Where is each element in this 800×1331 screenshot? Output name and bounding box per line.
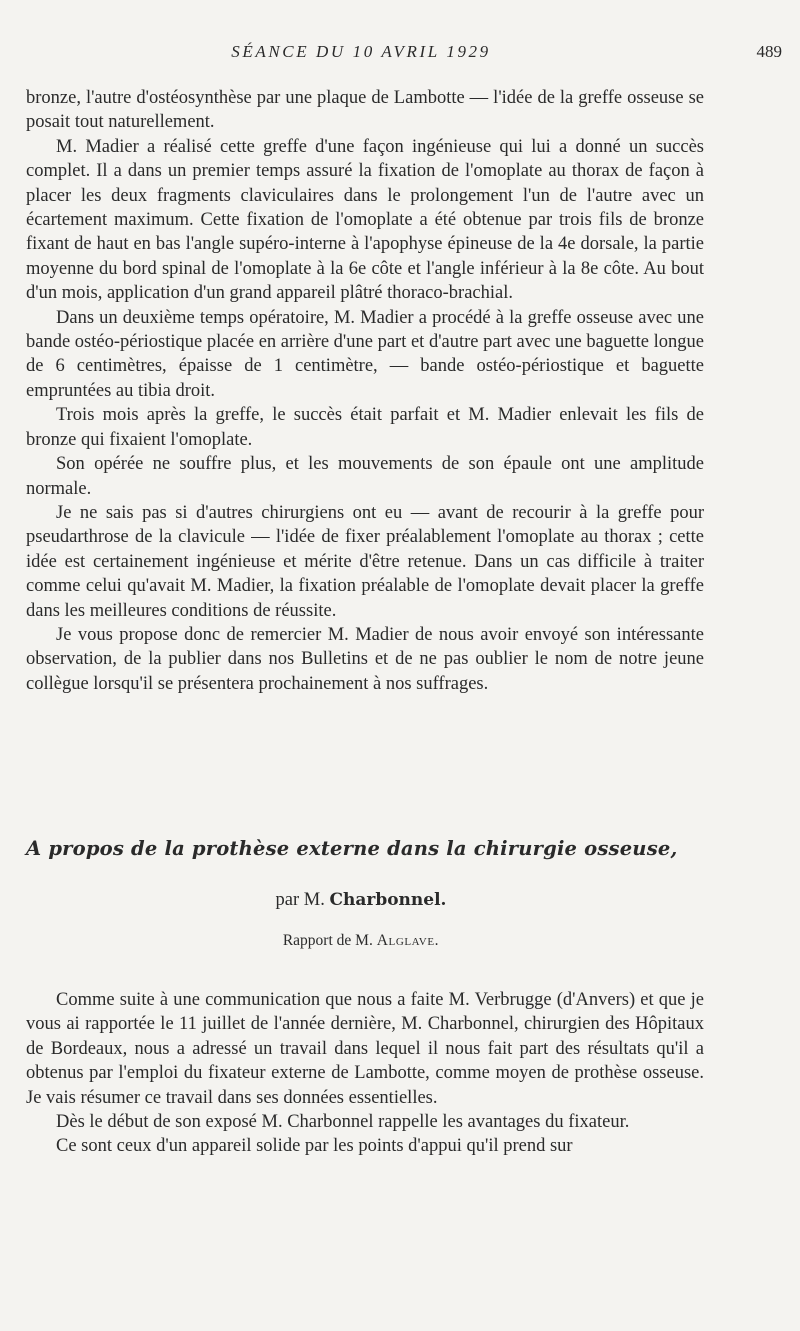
rapport-prefix: Rapport de M.	[282, 932, 373, 949]
running-title: SÉANCE DU 10 AVRIL 1929	[231, 42, 491, 61]
rapport-line	[0, 932, 722, 950]
paragraph: Je vous propose donc de remercier M. Madier de nous avoir envoyé son intéressante observation, de la publier dans nos Bulletins et de ne pas oublier le nom de notre jeune collègue lorsqu'il se présentera prochainement à nos suffrages.	[26, 624, 704, 694]
body-text-upper	[26, 86, 704, 696]
paragraph: Comme suite à une communication que nous a faite M. Verbrugge (d'Anvers) et que je vous ai rapportée le 11 juillet de l'année dernière, M. Charbonnel, chirurgien des Hôpitaux de Bordeaux, nous a adressé un travail dans lequel il nous fait part des résultats qu'il a obtenus par l'emploi du fixateur externe de Lambotte, comme moyen de prothèse osseuse. Je vais résumer ce travail dans ses données essentielles.	[26, 990, 704, 1108]
running-head	[0, 42, 800, 66]
paragraph: M. Madier a réalisé cette greffe d'une façon ingénieuse qui lui a donné un succès complet. Il a dans un premier temps assuré la fixation de l'omoplate au thorax de façon à placer les deux fragments claviculaires dans le prolongement l'un de l'autre avec un écartement maximum. Cette fixation de l'omoplate a été obtenue par trois fils de bronze fixant de haut en bas l'angle supéro-interne à l'apophyse épineuse de la 4e dorsale, la partie moyenne du bord spinal de l'omoplate à la 6e côte et l'angle inférieur à la 8e côte. Au bout d'un mois, application d'un grand appareil plâtré thoraco-brachial.	[26, 136, 704, 304]
paragraph: Dès le début de son exposé M. Charbonnel rappelle les avantages du fixateur.	[56, 1112, 630, 1133]
section-title: A propos de la prothèse externe dans la chirurgie osseuse,	[26, 837, 678, 860]
paragraph: Dans un deuxième temps opératoire, M. Madier a procédé à la greffe osseuse avec une bande ostéo-périostique placée en arrière d'une part et d'autre part avec une baguette longue de 6 centimètres, épaisse de 1 centimètre, — bande ostéo-périostique et baguette empruntées au tibia droit.	[26, 307, 704, 401]
paragraph: Ce sont ceux d'un appareil solide par les points d'appui qu'il prend sur	[56, 1136, 573, 1157]
rapporteur-name: Alglave.	[376, 932, 440, 949]
byline-prefix: par M.	[275, 890, 325, 910]
paragraph: Trois mois après la greffe, le succès était parfait et M. Madier enlevait les fils de bronze qui fixaient l'omoplate.	[26, 405, 704, 450]
page-number: 489	[756, 42, 782, 61]
paragraph: Je ne sais pas si d'autres chirurgiens ont eu — avant de recourir à la greffe pour pseudarthrose de la clavicule — l'idée de fixer préalablement l'omoplate au thorax ; cette idée est certainement ingénieuse et mérite d'être retenue. Dans un cas difficile à traiter comme celui qu'avait M. Madier, la fixation préalable de l'omoplate devait placer la greffe dans les meilleures conditions de réussite.	[26, 502, 704, 621]
paragraph: Son opérée ne souffre plus, et les mouvements de son épaule ont une amplitude normale.	[26, 454, 704, 499]
paragraph: bronze, l'autre d'ostéosynthèse par une plaque de Lambotte — l'idée de la greffe osseuse se posait tout naturellement.	[26, 88, 704, 133]
byline	[0, 890, 722, 911]
author-name: Charbonnel.	[329, 890, 447, 910]
body-text-lower	[26, 988, 704, 1159]
